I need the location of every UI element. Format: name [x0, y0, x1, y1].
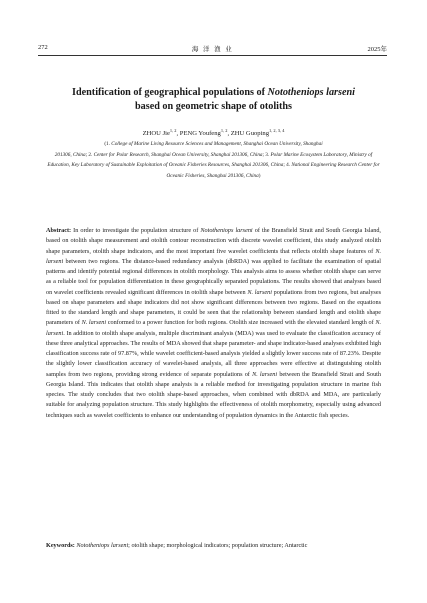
- author-3: ZHU Guoping: [230, 130, 270, 138]
- author-2: PENG Youfeng: [179, 130, 221, 138]
- abstract-text: conformed to a power function for both regions. Otolith size increased with the elevated standard length of: [106, 319, 376, 327]
- affil-1-num: (1.: [104, 141, 112, 147]
- keyword-species: Nototheniops larseni: [76, 542, 129, 549]
- keywords-label: Keywords:: [46, 542, 75, 549]
- title-line1-text: Identification of geographical populations of: [71, 87, 268, 98]
- abstract-text: between the Bransfield Strait and South Georgia Island. This indicates that otolith shape analysis is a reliable method for investigating population structure in marine fish species. The study concludes that two otolith shape-based approaches, when combined with dbRDA and MDA, are particularly suitable for analyzing population structure. This study highlights the effectiveness of otolith morphometry, especially using advanced techniques such as wavelet coefficients to enhance our understanding of population dynamics in the Antarctic fish species.: [46, 370, 381, 419]
- affil-2-num: ; 2.: [85, 151, 94, 158]
- author-1-affil: 1, 2: [169, 128, 177, 133]
- affil-1-cont: 201306, China: [54, 151, 86, 158]
- affil-close: ): [258, 172, 261, 179]
- abstract-text: of the Bransfield Strait and South Georgia Island, based on otolith shape measurement and otolith contour reconstruction with discrete wavelet coefficient, this study analyzed otolith shape parameters, otolith shape indicators, and the most important five wavelet coefficients that reflects otolith shape features of: [46, 227, 381, 255]
- abstract-text: populations from two regions, but analyses based on shape parameters and shape indicators did not show significant differences between two regions. Based on the equations fitted to the standard length and shape parameters, it could be seen that the relationship between standard length and otolith shape parameters of: [46, 288, 381, 327]
- author-1: ZHOU Jie: [142, 130, 170, 138]
- publication-year: 2025年: [367, 46, 387, 53]
- affil-3-num: ; 3.: [262, 151, 271, 158]
- paper-title: [30, 86, 397, 114]
- author-2-affil: 1, 2: [220, 128, 228, 133]
- journal-name: 海 洋 渔 业: [191, 46, 234, 53]
- affil-2: Center for Polar Research, Shanghai Ocean University, Shanghai 201306, China: [93, 151, 263, 158]
- abstract: [46, 226, 381, 421]
- affil-4-num: ; 4.: [283, 162, 292, 169]
- author-3-affil: 1, 2, 3, 4: [269, 128, 285, 133]
- species-abbrev: N. larseni: [46, 247, 381, 265]
- keywords-list: ; otolith shape; morphological indicators; population structure; Antarctic: [128, 542, 308, 549]
- species-abbrev: N. larseni: [81, 319, 107, 327]
- affil-3: Polar Marine Ecosystem Laboratory, Ministry of Education, Key Laboratory of Sustainable Exploitation of Oceanic Fisheries Resources, Shanghai 201306, China: [47, 151, 373, 169]
- abstract-label: Abstract:: [46, 227, 72, 234]
- abstract-text: In order to investigate the population structure of: [71, 227, 201, 234]
- affil-1: College of Marine Living Resource Sciences and Management, Shanghai Ocean University, Shanghai: [111, 141, 323, 147]
- species-abbrev: N. larseni: [247, 288, 272, 296]
- affil-4: National Engineering Research Center for Oceanic Fisheries, Shanghai 201306, China: [166, 162, 380, 179]
- species-name: Nototheniops larseni: [200, 227, 253, 234]
- title-line2: based on geometric shape of otoliths: [134, 101, 293, 112]
- header-rule: [38, 55, 387, 56]
- running-header: [38, 44, 387, 55]
- author-list: ZHOU Jie$^{1, 2}$, PENG Youfeng$^{1, 2}$, ZHU Guoping$^{1, 2, 3, 4}$: [142, 128, 285, 138]
- title-species: Nototheniops larseni: [267, 87, 356, 98]
- keywords: [46, 541, 381, 551]
- abstract-text: between two regions. The distance-based redundancy analysis (dbRDA) was applied to facilitate the examination of spatial patterns and identify potential regional differences in otolith morphology. This analysis aims to assess whether otolith shape can serve as a reliable tool for population differentiation in these geographically separated populations. The results showed that analyses based on wavelet coefficients revealed significant differences in otolith shape between: [46, 257, 381, 296]
- page-number: 272: [38, 44, 48, 51]
- abstract-text: . In addition to otolith shape analysis, multiple discriminant analysis (MDA) was used to evaluate the classification accuracy of these three analytical approaches. The results of MDA showed that shape parameter- and shape indicator-based analyses exhibited high classification success rate of 97.87%, while wavelet coefficient-based analysis yielded a slightly lower success rate of 87.23%. Despite the slightly lower classification accuracy of wavelet-based analysis, all three approaches were effective at distinguishing otolith samples from two regions, providing strong evidence of separate populations of: [46, 329, 381, 378]
- species-abbrev: N. larseni: [252, 370, 278, 378]
- affiliations: [46, 139, 381, 181]
- species-abbrev: N. larseni: [46, 319, 381, 337]
